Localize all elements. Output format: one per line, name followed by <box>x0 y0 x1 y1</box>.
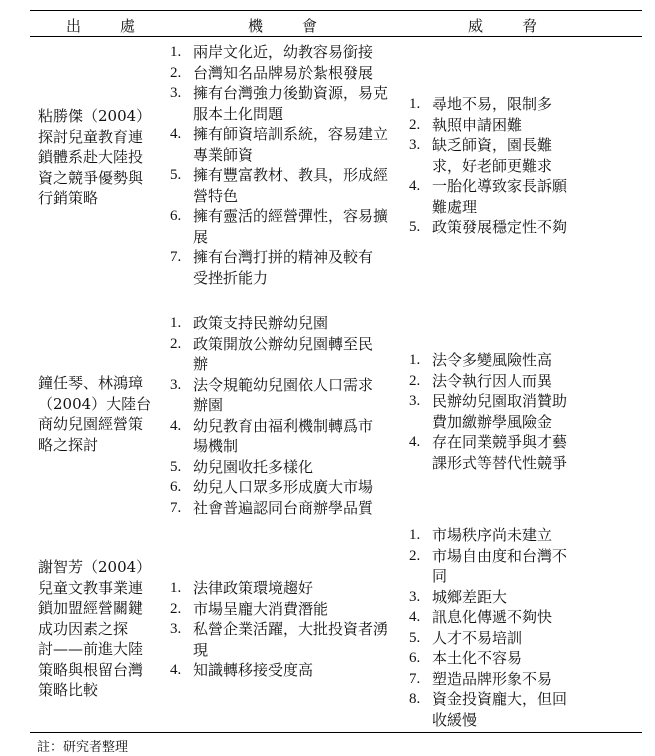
list-item: 3. 民辦幼兒園取消贊助 費加繳辦學風險金 <box>409 392 568 431</box>
source-line: 商幼兒園經營策 <box>38 415 144 433</box>
source-line: （2004）大陸台 <box>38 394 152 413</box>
source-line: 策略與根留台灣 <box>38 660 144 679</box>
source-line: 成功因素之探 <box>38 619 129 638</box>
list-item: 5. 政策發展穩定性不夠 <box>409 218 568 236</box>
list-item: 4. 知識轉移接受度高 <box>170 661 314 679</box>
list-item: 4. 擁有師資培訓系統，容易建立 專業師資 <box>170 125 389 164</box>
list-item: 2. 市場自由度和台灣不 同 <box>409 546 568 585</box>
row-2-opportunities <box>168 313 396 518</box>
source-line: 謝智芳（2004） <box>38 558 152 576</box>
row-1-opportunities <box>168 42 396 288</box>
source-line: 探討兒童教育連 <box>38 127 144 146</box>
source-line: 兒童文教事業連 <box>38 578 144 597</box>
list-item: 4. 訊息化傳遞不夠快 <box>409 608 553 626</box>
source-line: 資之競爭優勢與 <box>38 168 144 187</box>
source-line: 粘勝傑（2004） <box>38 107 152 125</box>
source-line: 鐘任琴、林鴻璋 <box>38 374 144 392</box>
footnote: 註：研究者整理 <box>37 740 129 755</box>
row-2-source <box>38 373 154 455</box>
list-item: 7. 塑造品牌形象不易 <box>409 669 553 688</box>
list-item: 3. 城鄉差距大 <box>409 587 508 606</box>
list-item: 6. 本土化不容易 <box>409 649 523 667</box>
header-source: 出 處 <box>66 17 148 35</box>
header-opportunity: 機 會 <box>248 17 330 35</box>
list-item: 3. 擁有台灣強力後勤資源，易克 服本土化問題 <box>170 84 389 123</box>
list-item: 7. 社會普遍認同台商辦學品質 <box>170 498 374 517</box>
list-item: 4. 存在同業競爭與才藝 課形式等替代性競爭 <box>409 433 568 472</box>
list-item: 1. 兩岸文化近，幼教容易銜接 <box>170 43 374 61</box>
list-item: 3. 法令規範幼兒園依人口需求 辦園 <box>170 375 374 414</box>
row-2-threats <box>407 350 593 473</box>
row-3-threats <box>407 525 593 730</box>
list-item: 7. 擁有台灣打拼的精神及較有 受挫折能力 <box>170 248 374 287</box>
list-item: 5. 擁有豐富教材、教具，形成經 營特色 <box>170 166 389 205</box>
list-item: 1. 政策支持民辦幼兒園 <box>170 314 329 332</box>
list-item: 2. 政策開放公辦幼兒園轉至民 辦 <box>170 334 374 373</box>
table-top-rule <box>30 10 642 11</box>
source-line: 討——前進大陸 <box>38 640 144 658</box>
source-line: 略之探討 <box>38 435 99 454</box>
source-line: 鎖加盟經營關鍵 <box>38 599 144 617</box>
source-line: 策略比較 <box>38 681 99 699</box>
list-item: 1. 市場秩序尚未建立 <box>409 526 553 544</box>
list-item: 6. 擁有靈活的經營彈性，容易擴 展 <box>170 207 389 246</box>
row-3-opportunities <box>168 578 396 681</box>
header-rule <box>30 36 642 37</box>
source-line: 行銷策略 <box>38 189 99 207</box>
row-1-source <box>38 106 154 209</box>
header-threat: 威 脅 <box>468 17 550 35</box>
table-bottom-rule <box>30 732 642 733</box>
list-item: 1. 尋地不易，限制多 <box>409 95 553 113</box>
list-item: 8. 資金投資龐大，但回 收緩慢 <box>409 690 568 729</box>
list-item: 2. 台灣知名品牌易於紮根發展 <box>170 63 374 82</box>
list-item: 6. 幼兒人口眾多形成廣大市場 <box>170 478 374 496</box>
list-item: 3. 私營企業活躍，大批投資者湧 現 <box>170 620 389 659</box>
source-line: 鎖體系赴大陸投 <box>38 148 144 166</box>
list-item: 2. 法令執行因人而異 <box>409 371 553 390</box>
list-item: 2. 市場呈龐大消費潛能 <box>170 599 329 618</box>
list-item: 5. 幼兒園收托多樣化 <box>170 457 314 476</box>
list-item: 1. 法律政策環境趨好 <box>170 579 314 597</box>
list-item: 5. 人才不易培訓 <box>409 628 523 647</box>
list-item: 2. 執照申請困難 <box>409 115 523 134</box>
row-1-threats <box>407 94 593 238</box>
list-item: 4. 一胎化導致家長訴願 難處理 <box>409 177 568 216</box>
list-item: 1. 法令多變風險性高 <box>409 351 553 369</box>
list-item: 4. 幼兒教育由福利機制轉爲市 場機制 <box>170 416 374 455</box>
row-3-source <box>38 557 154 701</box>
list-item: 3. 缺乏師資，園長難 求，好老師更難求 <box>409 136 553 175</box>
